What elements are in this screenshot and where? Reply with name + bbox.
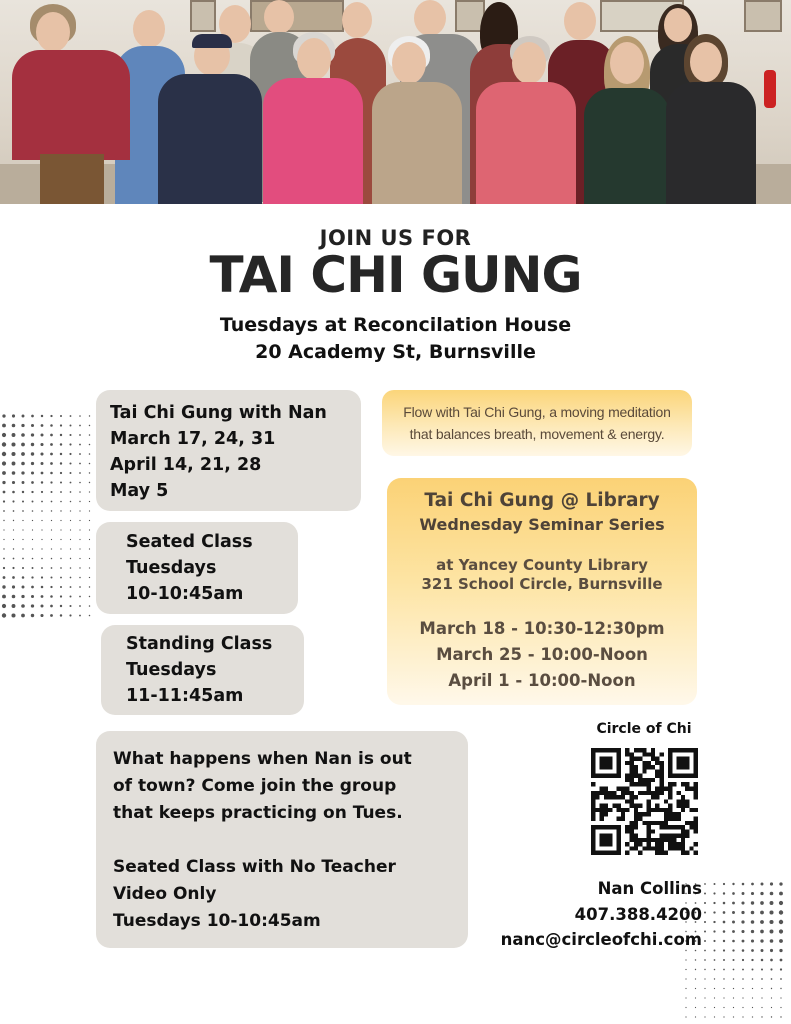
spacer: [113, 827, 468, 854]
join-us-heading: JOIN US FOR: [319, 226, 472, 250]
out-box-line: Video Only: [113, 884, 217, 904]
nan-box-line: March 17, 24, 31: [110, 429, 276, 449]
out-box-line: Tuesdays 10-10:45am: [113, 911, 321, 931]
out-box-line: of town? Come join the group: [113, 776, 397, 796]
library-date: March 25 - 10:00-Noon: [436, 645, 648, 664]
standing-box-line: Standing Class: [126, 634, 273, 654]
out-box-line: that keeps practicing on Tues.: [113, 803, 403, 823]
library-date: April 1 - 10:00-Noon: [448, 671, 636, 690]
contact-name: Nan Collins: [597, 879, 702, 898]
library-address-line: at Yancey County Library: [436, 556, 648, 574]
out-box-line: What happens when Nan is out: [113, 749, 412, 769]
nan-box-line: April 14, 21, 28: [110, 455, 262, 475]
standing-class-box: [101, 625, 304, 715]
dot-pattern-right: [682, 880, 791, 1024]
seated-box-line: Seated Class: [126, 532, 253, 552]
description-box: [382, 390, 692, 456]
library-title: Tai Chi Gung @ Library: [424, 490, 660, 511]
library-address-line: 321 School Circle, Burnsville: [421, 575, 663, 593]
fire-extinguisher: [764, 70, 776, 108]
seated-box-line: 10-10:45am: [126, 584, 244, 604]
seated-class-box: [96, 522, 298, 614]
group-photo: [0, 0, 791, 204]
dot-pattern-left: [0, 412, 95, 622]
qr-code[interactable]: [591, 748, 698, 855]
address-line: 20 Academy St, Burnsville: [255, 341, 536, 363]
library-date: March 18 - 10:30-12:30pm: [419, 619, 665, 638]
main-title: TAI CHI GUNG: [209, 246, 582, 304]
nan-box-line: May 5: [110, 481, 169, 501]
description-line: that balances breath, movement & energy.: [409, 426, 665, 442]
standing-box-line: Tuesdays: [126, 660, 217, 680]
nan-class-dates-box: [96, 390, 361, 511]
nan-box-line: Tai Chi Gung with Nan: [110, 403, 327, 423]
qr-label: Circle of Chi: [596, 721, 692, 737]
library-subtitle: Wednesday Seminar Series: [419, 515, 665, 534]
contact-email[interactable]: nanc@circleofchi.com: [500, 930, 702, 949]
no-teacher-box: [96, 731, 468, 948]
wall-frame: [744, 0, 782, 32]
location-line: Tuesdays at Reconcilation House: [219, 314, 572, 336]
contact-phone[interactable]: 407.388.4200: [574, 905, 702, 924]
seated-box-line: Tuesdays: [126, 558, 217, 578]
description-line: Flow with Tai Chi Gung, a moving meditation: [403, 404, 671, 420]
standing-box-line: 11-11:45am: [126, 686, 244, 706]
wall-frame: [190, 0, 216, 32]
out-box-line: Seated Class with No Teacher: [113, 857, 396, 877]
library-seminar-box: [387, 478, 697, 705]
